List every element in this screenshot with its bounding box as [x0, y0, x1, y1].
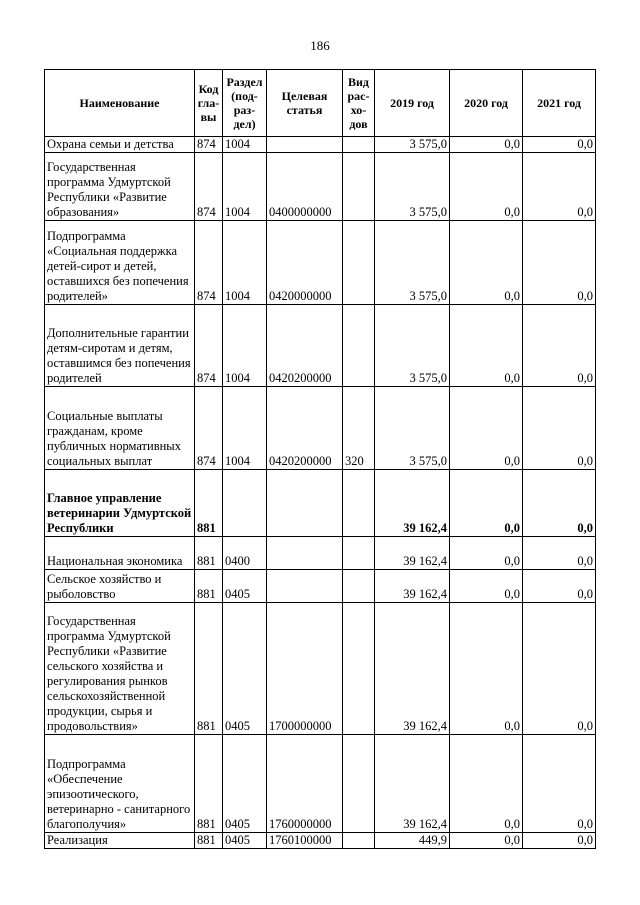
row-target-cell: 0420200000 [267, 305, 343, 387]
row-target-cell: 1760100000 [267, 833, 343, 849]
row-name-cell: Подпрограмма «Социальная поддержка детей-сирот и детей, оставшихся без попечения родителей» [45, 221, 195, 305]
row-2019-cell: 3 575,0 [375, 153, 450, 221]
row-expense-cell [343, 137, 375, 153]
row-code-cell: 881 [195, 603, 223, 735]
table-row [45, 387, 596, 470]
row-name-cell: Сельское хозяйство и рыболовство [45, 570, 195, 603]
row-expense-cell [343, 221, 375, 305]
row-expense-cell [343, 470, 375, 537]
row-name-cell: Подпрограмма «Обеспечение эпизоотического, ветеринарно - санитарного благополучия» [45, 735, 195, 833]
row-section-cell: 1004 [223, 221, 267, 305]
row-name-cell: Государственная программа Удмуртской Республики «Развитие сельского хозяйства и регулирования рынков сельскохозяйственной продукции, сырья и продовольствия» [45, 603, 195, 735]
row-name-cell: Дополнительные гарантии детям-сиротам и детям, оставшимся без попечения родителей [45, 305, 195, 387]
row-target-cell [267, 137, 343, 153]
row-name-cell: Главное управление ветеринарии Удмуртской Республики [45, 470, 195, 537]
row-name-cell: Национальная экономика [45, 537, 195, 570]
row-section-cell: 1004 [223, 387, 267, 470]
table-row [45, 221, 596, 305]
row-expense-cell [343, 570, 375, 603]
row-2021-cell: 0,0 [523, 137, 596, 153]
header-section: Раздел (под-раз-дел) [223, 70, 267, 137]
row-2021-cell: 0,0 [523, 153, 596, 221]
table-row [45, 470, 596, 537]
row-target-cell [267, 470, 343, 537]
row-section-cell: 0405 [223, 570, 267, 603]
header-expense: Вид рас-хо-дов [343, 70, 375, 137]
row-target-cell: 1700000000 [267, 603, 343, 735]
table-row [45, 735, 596, 833]
row-2020-cell: 0,0 [450, 305, 523, 387]
row-section-cell: 1004 [223, 153, 267, 221]
row-expense-cell [343, 603, 375, 735]
row-expense-cell: 320 [343, 387, 375, 470]
row-section-cell: 1004 [223, 305, 267, 387]
row-2021-cell: 0,0 [523, 603, 596, 735]
header-2019: 2019 год [375, 70, 450, 137]
row-section-cell: 0400 [223, 537, 267, 570]
row-target-cell: 1760000000 [267, 735, 343, 833]
table-row [45, 537, 596, 570]
row-2021-cell: 0,0 [523, 570, 596, 603]
table-row [45, 153, 596, 221]
row-2021-cell: 0,0 [523, 387, 596, 470]
table-row [45, 305, 596, 387]
page-number: 186 [310, 38, 330, 53]
row-2020-cell: 0,0 [450, 137, 523, 153]
row-code-cell: 874 [195, 137, 223, 153]
row-expense-cell [343, 833, 375, 849]
header-name: Наименование [45, 70, 195, 137]
row-2020-cell: 0,0 [450, 537, 523, 570]
row-code-cell: 874 [195, 305, 223, 387]
header-2021: 2021 год [523, 70, 596, 137]
row-2020-cell: 0,0 [450, 387, 523, 470]
row-name-cell: Реализация [45, 833, 195, 849]
budget-table [44, 69, 596, 849]
row-expense-cell [343, 735, 375, 833]
header-code: Код гла-вы [195, 70, 223, 137]
row-target-cell: 0420200000 [267, 387, 343, 470]
row-section-cell: 1004 [223, 137, 267, 153]
row-section-cell: 0405 [223, 833, 267, 849]
row-code-cell: 874 [195, 153, 223, 221]
row-2021-cell: 0,0 [523, 221, 596, 305]
row-section-cell: 0405 [223, 603, 267, 735]
row-2020-cell: 0,0 [450, 603, 523, 735]
row-code-cell: 881 [195, 570, 223, 603]
row-code-cell: 874 [195, 387, 223, 470]
row-code-cell: 881 [195, 735, 223, 833]
row-2021-cell: 0,0 [523, 537, 596, 570]
row-section-cell [223, 470, 267, 537]
row-name-cell: Социальные выплаты гражданам, кроме публичных нормативных социальных выплат [45, 387, 195, 470]
row-2021-cell: 0,0 [523, 470, 596, 537]
row-2021-cell: 0,0 [523, 735, 596, 833]
row-2020-cell: 0,0 [450, 570, 523, 603]
row-code-cell: 874 [195, 221, 223, 305]
row-2019-cell: 449,9 [375, 833, 450, 849]
row-code-cell: 881 [195, 833, 223, 849]
table-row [45, 570, 596, 603]
row-expense-cell [343, 153, 375, 221]
row-target-cell [267, 570, 343, 603]
row-name-cell: Государственная программа Удмуртской Республики «Развитие образования» [45, 153, 195, 221]
row-2019-cell: 39 162,4 [375, 570, 450, 603]
header-row [45, 70, 596, 137]
table-row [45, 137, 596, 153]
row-2019-cell: 3 575,0 [375, 221, 450, 305]
table-row [45, 603, 596, 735]
row-expense-cell [343, 305, 375, 387]
row-2020-cell: 0,0 [450, 833, 523, 849]
row-section-cell: 0405 [223, 735, 267, 833]
row-target-cell: 0420000000 [267, 221, 343, 305]
row-code-cell: 881 [195, 537, 223, 570]
header-target: Целевая статья [267, 70, 343, 137]
row-2021-cell: 0,0 [523, 833, 596, 849]
row-2019-cell: 39 162,4 [375, 537, 450, 570]
header-2020: 2020 год [450, 70, 523, 137]
row-2020-cell: 0,0 [450, 153, 523, 221]
row-2019-cell: 39 162,4 [375, 603, 450, 735]
row-2020-cell: 0,0 [450, 735, 523, 833]
row-target-cell: 0400000000 [267, 153, 343, 221]
row-2019-cell: 39 162,4 [375, 470, 450, 537]
row-2019-cell: 3 575,0 [375, 305, 450, 387]
row-expense-cell [343, 537, 375, 570]
row-2019-cell: 3 575,0 [375, 387, 450, 470]
row-2019-cell: 3 575,0 [375, 137, 450, 153]
row-2020-cell: 0,0 [450, 221, 523, 305]
table-row [45, 833, 596, 849]
row-2021-cell: 0,0 [523, 305, 596, 387]
row-name-cell: Охрана семьи и детства [45, 137, 195, 153]
row-2019-cell: 39 162,4 [375, 735, 450, 833]
row-code-cell: 881 [195, 470, 223, 537]
row-2020-cell: 0,0 [450, 470, 523, 537]
row-target-cell [267, 537, 343, 570]
